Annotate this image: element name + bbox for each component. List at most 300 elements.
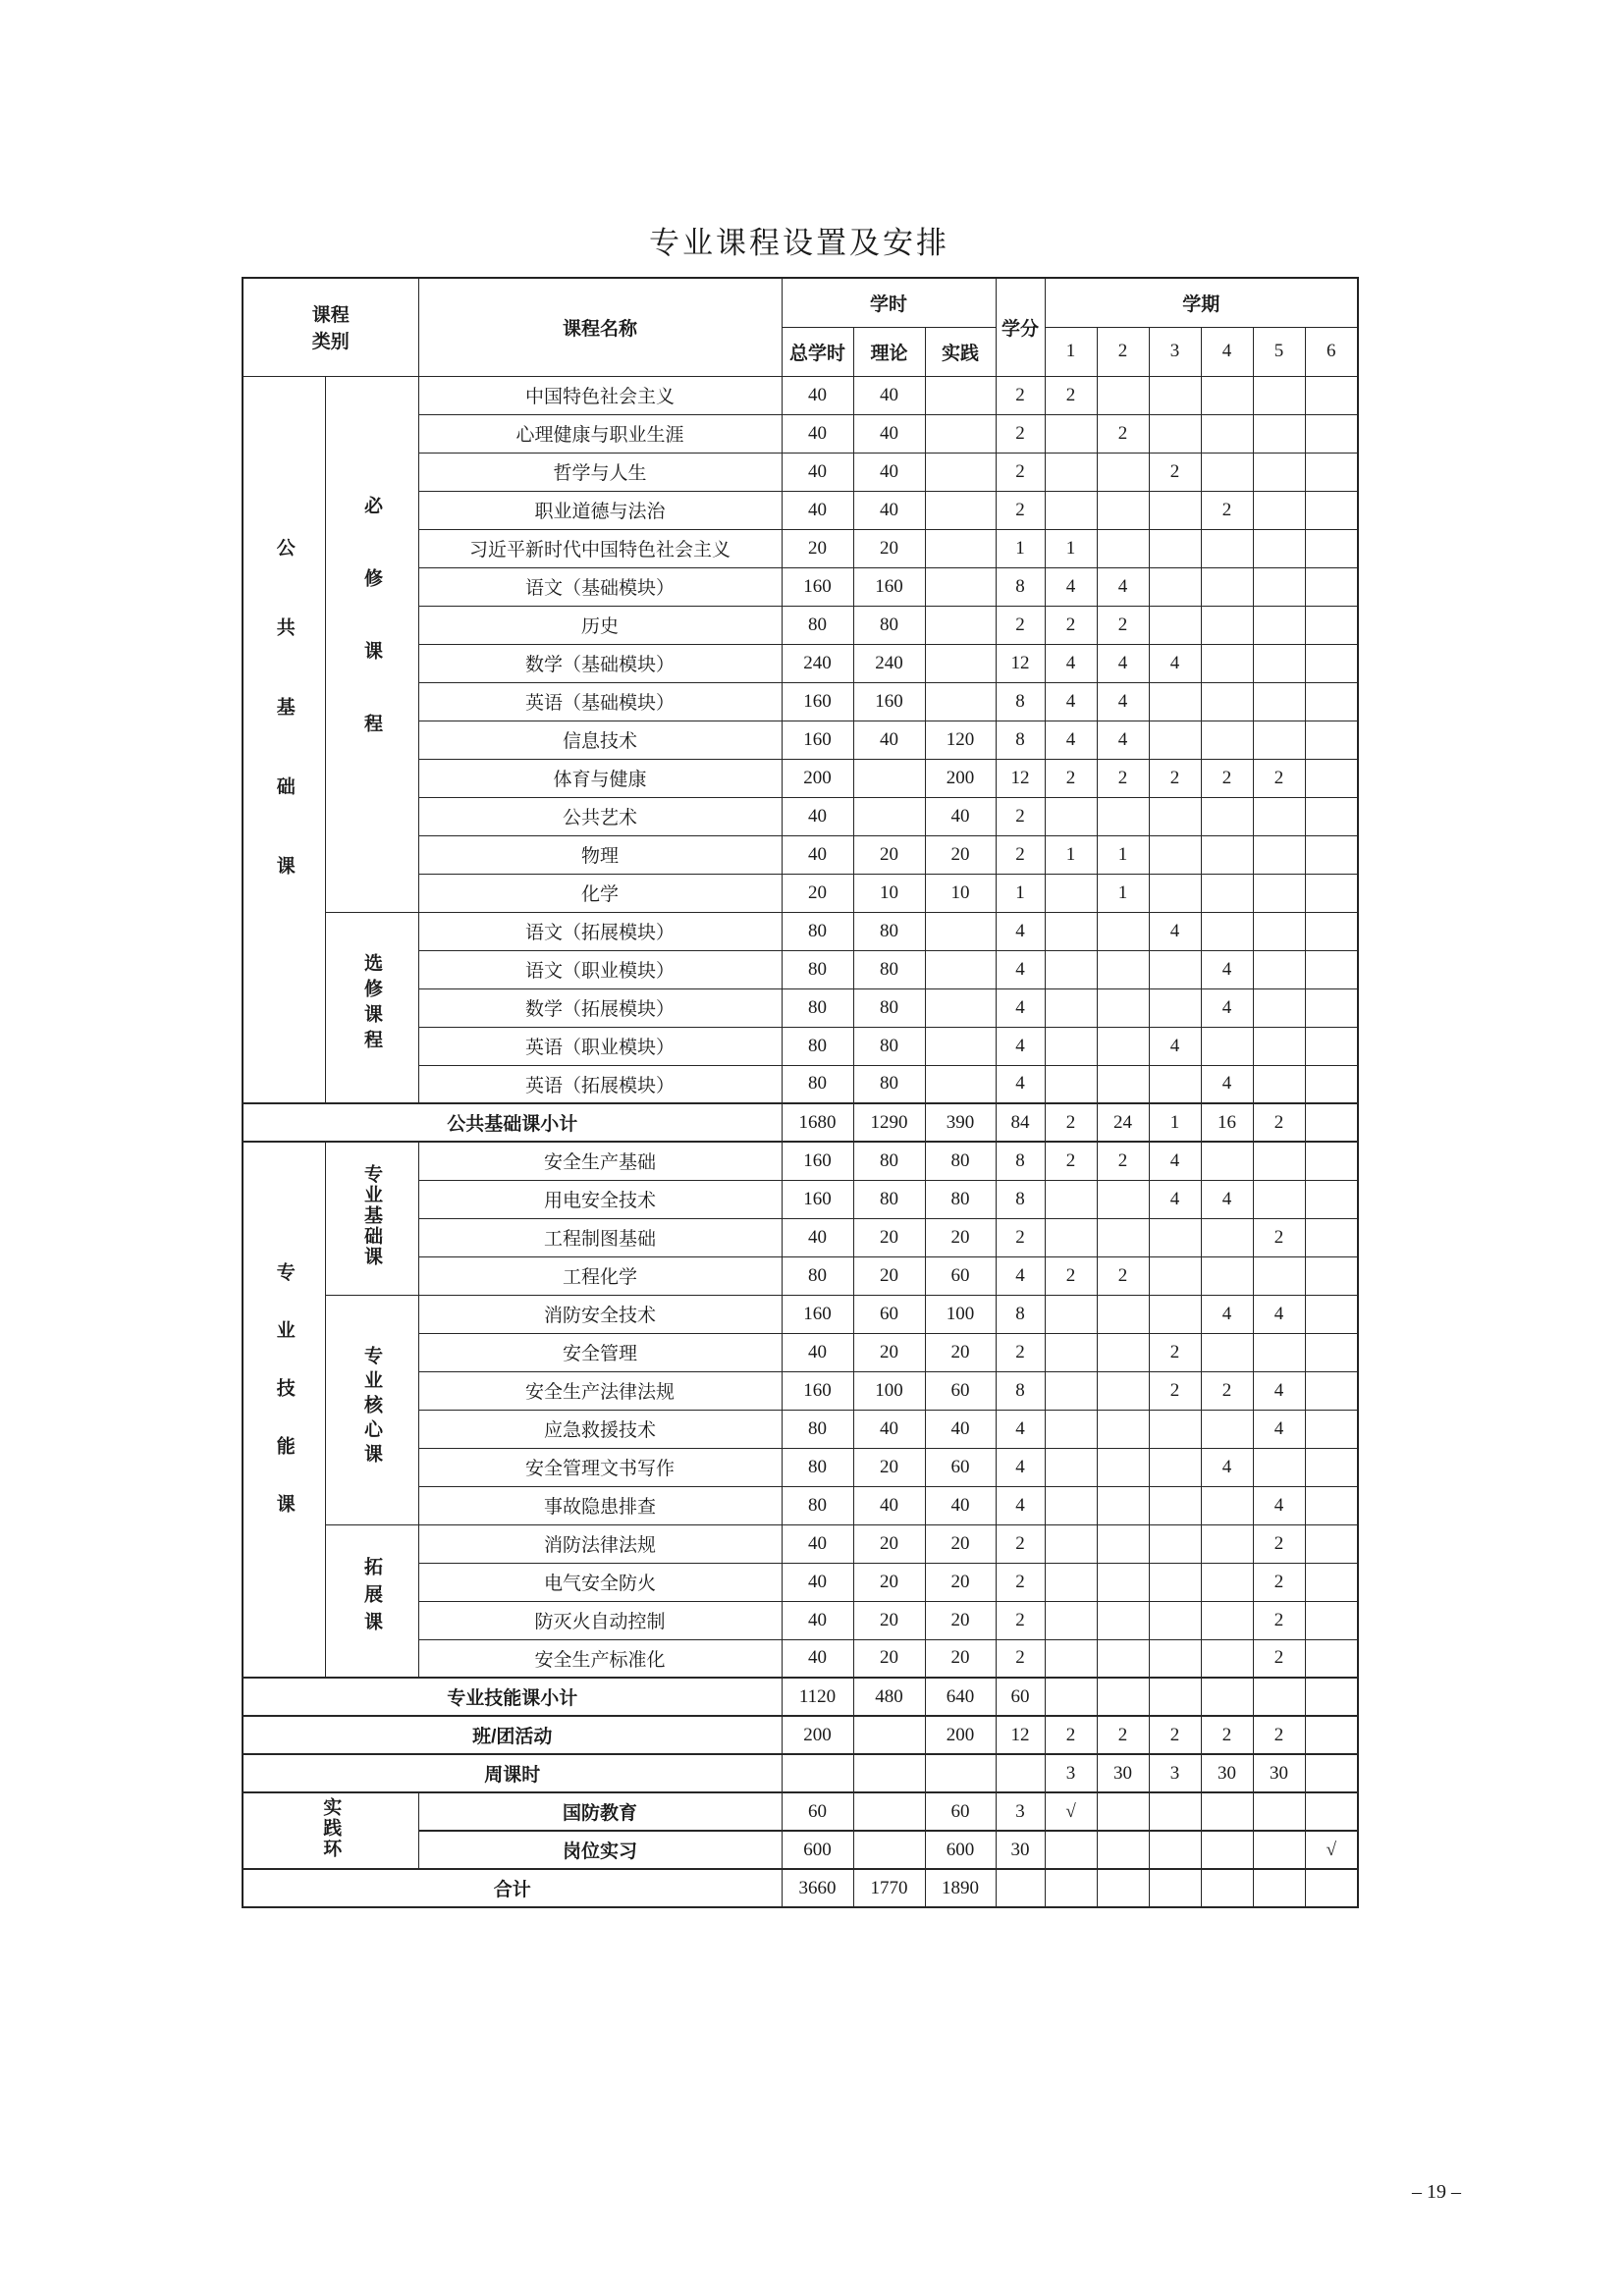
cell-semester-4 (1201, 912, 1253, 950)
cell-credits: 4 (996, 950, 1045, 988)
table-header (243, 278, 1358, 376)
table-row (243, 1869, 1358, 1907)
cell-course-name: 中国特色社会主义 (418, 376, 782, 414)
cell-total-hours: 160 (782, 567, 853, 606)
cell-semester-6 (1305, 721, 1358, 759)
cell-semester-4 (1201, 376, 1253, 414)
cell-semester-6 (1305, 606, 1358, 644)
cell-semester-3 (1149, 682, 1201, 721)
cell-total-hours: 160 (782, 682, 853, 721)
cell-total-hours: 40 (782, 1639, 853, 1678)
cell-semester-2: 2 (1097, 414, 1149, 453)
cell-semester-4 (1201, 1410, 1253, 1448)
header-credits: 学分 (996, 278, 1045, 376)
cell-total-hours: 160 (782, 721, 853, 759)
cell-semester-5 (1253, 567, 1305, 606)
cell-course-name: 电气安全防火 (418, 1563, 782, 1601)
header-theory-hours: 理论 (853, 327, 925, 376)
cell-semester-3 (1149, 1563, 1201, 1601)
cell-theory-hours: 10 (853, 874, 925, 912)
cell-practice-hours (925, 376, 996, 414)
cell-semester-2 (1097, 529, 1149, 567)
cell-practice-hours (925, 567, 996, 606)
cell-semester-4: 30 (1201, 1754, 1253, 1792)
cell-practice-hours (925, 606, 996, 644)
cell-total-hours: 20 (782, 529, 853, 567)
cell-semester-4 (1201, 606, 1253, 644)
cell-semester-4 (1201, 1869, 1253, 1907)
cell-semester-6 (1305, 1601, 1358, 1639)
cell-course-name: 专业技能课小计 (243, 1678, 782, 1716)
cell-theory-hours: 20 (853, 1639, 925, 1678)
cell-semester-3 (1149, 797, 1201, 835)
cell-semester-1 (1045, 1831, 1097, 1869)
cell-theory-hours: 20 (853, 1524, 925, 1563)
cell-semester-1 (1045, 491, 1097, 529)
cell-semester-3: 4 (1149, 644, 1201, 682)
cell-practice-hours: 390 (925, 1103, 996, 1142)
cell-credits: 12 (996, 1716, 1045, 1754)
cell-semester-3 (1149, 1218, 1201, 1256)
cell-course-name: 心理健康与职业生涯 (418, 414, 782, 453)
cell-theory-hours (853, 1831, 925, 1869)
cell-semester-6 (1305, 759, 1358, 797)
header-total-hours: 总学时 (782, 327, 853, 376)
cell-total-hours: 1680 (782, 1103, 853, 1142)
cell-theory-hours: 20 (853, 529, 925, 567)
cell-semester-2: 4 (1097, 567, 1149, 606)
cell-semester-2: 30 (1097, 1754, 1149, 1792)
cell-semester-1 (1045, 1486, 1097, 1524)
cell-credits: 1 (996, 529, 1045, 567)
cell-semester-5 (1253, 1448, 1305, 1486)
cell-credits: 4 (996, 1486, 1045, 1524)
cell-semester-3: 2 (1149, 453, 1201, 491)
cell-theory-hours: 80 (853, 950, 925, 988)
cell-semester-1 (1045, 1524, 1097, 1563)
cell-semester-1: 2 (1045, 1256, 1097, 1295)
subcategory-cell-label: 拓展课 (361, 1556, 382, 1639)
cell-course-name: 安全生产法律法规 (418, 1371, 782, 1410)
cell-total-hours: 80 (782, 950, 853, 988)
cell-credits: 2 (996, 453, 1045, 491)
cell-semester-1 (1045, 1180, 1097, 1218)
cell-semester-2: 2 (1097, 606, 1149, 644)
cell-semester-6 (1305, 567, 1358, 606)
cell-total-hours: 80 (782, 1410, 853, 1448)
cell-theory-hours (853, 1754, 925, 1792)
cell-total-hours: 80 (782, 1256, 853, 1295)
cell-credits: 2 (996, 414, 1045, 453)
cell-credits (996, 1869, 1045, 1907)
cell-semester-4 (1201, 1142, 1253, 1180)
cell-theory-hours: 20 (853, 1218, 925, 1256)
cell-course-name: 应急救援技术 (418, 1410, 782, 1448)
cell-semester-5: 4 (1253, 1410, 1305, 1448)
cell-course-name: 信息技术 (418, 721, 782, 759)
subcategory-cell-label: 必修课程 (361, 496, 382, 786)
cell-semester-3 (1149, 1295, 1201, 1333)
cell-semester-5 (1253, 874, 1305, 912)
cell-semester-4 (1201, 1678, 1253, 1716)
cell-semester-4 (1201, 1218, 1253, 1256)
cell-semester-4 (1201, 1524, 1253, 1563)
cell-semester-1 (1045, 988, 1097, 1027)
cell-semester-3 (1149, 1256, 1201, 1295)
cell-practice-hours: 80 (925, 1180, 996, 1218)
cell-semester-2 (1097, 1869, 1149, 1907)
cell-course-name: 工程化学 (418, 1256, 782, 1295)
cell-theory-hours: 80 (853, 912, 925, 950)
cell-theory-hours: 40 (853, 414, 925, 453)
subcategory-cell (325, 1524, 418, 1678)
cell-semester-1: 3 (1045, 1754, 1097, 1792)
cell-total-hours: 80 (782, 1027, 853, 1065)
cell-semester-5: 2 (1253, 1563, 1305, 1601)
cell-semester-5 (1253, 1678, 1305, 1716)
cell-credits: 4 (996, 912, 1045, 950)
cell-credits: 8 (996, 682, 1045, 721)
cell-semester-4: 4 (1201, 988, 1253, 1027)
cell-semester-3 (1149, 1639, 1201, 1678)
cell-semester-4 (1201, 1333, 1253, 1371)
cell-semester-1 (1045, 874, 1097, 912)
cell-course-name: 体育与健康 (418, 759, 782, 797)
cell-semester-5 (1253, 835, 1305, 874)
cell-semester-6 (1305, 1754, 1358, 1792)
cell-theory-hours: 480 (853, 1678, 925, 1716)
cell-total-hours: 40 (782, 491, 853, 529)
cell-course-name: 公共艺术 (418, 797, 782, 835)
cell-theory-hours: 80 (853, 1142, 925, 1180)
cell-credits: 2 (996, 1563, 1045, 1601)
cell-practice-hours: 10 (925, 874, 996, 912)
cell-credits: 2 (996, 1601, 1045, 1639)
header-row-1 (243, 278, 1358, 327)
cell-semester-2 (1097, 1333, 1149, 1371)
cell-semester-6 (1305, 874, 1358, 912)
cell-course-name: 英语（基础模块） (418, 682, 782, 721)
cell-practice-hours: 20 (925, 1524, 996, 1563)
cell-theory-hours: 40 (853, 1410, 925, 1448)
cell-credits: 4 (996, 1448, 1045, 1486)
cell-semester-6 (1305, 1678, 1358, 1716)
cell-theory-hours: 20 (853, 1333, 925, 1371)
cell-semester-4 (1201, 414, 1253, 453)
cell-theory-hours: 80 (853, 1065, 925, 1103)
cell-semester-3 (1149, 567, 1201, 606)
cell-semester-4: 4 (1201, 1180, 1253, 1218)
cell-course-name: 职业道德与法治 (418, 491, 782, 529)
cell-credits: 2 (996, 376, 1045, 414)
cell-semester-1 (1045, 912, 1097, 950)
category-cell (243, 1142, 325, 1678)
cell-semester-5 (1253, 797, 1305, 835)
cell-theory-hours: 80 (853, 1180, 925, 1218)
header-semester-4: 4 (1201, 327, 1253, 376)
cell-semester-1 (1045, 1639, 1097, 1678)
cell-course-name: 事故隐患排查 (418, 1486, 782, 1524)
cell-course-name: 化学 (418, 874, 782, 912)
cell-credits: 12 (996, 644, 1045, 682)
cell-credits: 4 (996, 988, 1045, 1027)
cell-semester-1 (1045, 453, 1097, 491)
cell-credits: 2 (996, 797, 1045, 835)
cell-semester-2 (1097, 1410, 1149, 1448)
cell-semester-6 (1305, 1333, 1358, 1371)
table-row (243, 1142, 1358, 1180)
cell-credits: 4 (996, 1256, 1045, 1295)
cell-semester-2 (1097, 1371, 1149, 1410)
cell-course-name: 班/团活动 (243, 1716, 782, 1754)
cell-semester-2 (1097, 1639, 1149, 1678)
cell-semester-4 (1201, 1792, 1253, 1831)
table-row (243, 1524, 1358, 1563)
cell-semester-3: 4 (1149, 1142, 1201, 1180)
cell-total-hours: 3660 (782, 1869, 853, 1907)
cell-semester-2 (1097, 1601, 1149, 1639)
cell-semester-6 (1305, 1103, 1358, 1142)
cell-semester-3: 4 (1149, 912, 1201, 950)
cell-semester-5: 2 (1253, 1716, 1305, 1754)
cell-semester-1 (1045, 1065, 1097, 1103)
cell-semester-6 (1305, 912, 1358, 950)
cell-semester-2: 4 (1097, 721, 1149, 759)
cell-semester-1 (1045, 1601, 1097, 1639)
header-semester-2: 2 (1097, 327, 1149, 376)
subcategory-cell (325, 1142, 418, 1295)
cell-practice-hours: 20 (925, 1601, 996, 1639)
cell-semester-5 (1253, 1065, 1305, 1103)
cell-semester-6 (1305, 1716, 1358, 1754)
cell-semester-4 (1201, 453, 1253, 491)
cell-semester-2 (1097, 1678, 1149, 1716)
cell-theory-hours (853, 1792, 925, 1831)
cell-semester-6 (1305, 1563, 1358, 1601)
cell-semester-6 (1305, 1524, 1358, 1563)
cell-practice-hours: 60 (925, 1256, 996, 1295)
category-cell (243, 376, 325, 1103)
cell-semester-3 (1149, 376, 1201, 414)
cell-semester-5 (1253, 414, 1305, 453)
table-row (243, 1295, 1358, 1333)
cell-credits: 4 (996, 1065, 1045, 1103)
header-semester-5: 5 (1253, 327, 1305, 376)
cell-semester-5: 2 (1253, 1103, 1305, 1142)
cell-practice-hours: 200 (925, 1716, 996, 1754)
cell-semester-3 (1149, 1792, 1201, 1831)
cell-theory-hours: 1770 (853, 1869, 925, 1907)
cell-theory-hours: 80 (853, 606, 925, 644)
category-cell (243, 1792, 418, 1869)
cell-semester-2: 4 (1097, 644, 1149, 682)
subcategory-cell (325, 1295, 418, 1524)
cell-total-hours: 80 (782, 988, 853, 1027)
cell-semester-5 (1253, 912, 1305, 950)
cell-total-hours: 1120 (782, 1678, 853, 1716)
cell-semester-6 (1305, 414, 1358, 453)
table-row (243, 1716, 1358, 1754)
cell-semester-1 (1045, 1295, 1097, 1333)
cell-semester-6 (1305, 1792, 1358, 1831)
cell-semester-1 (1045, 1371, 1097, 1410)
cell-practice-hours: 120 (925, 721, 996, 759)
cell-semester-5 (1253, 606, 1305, 644)
cell-semester-3 (1149, 1601, 1201, 1639)
cell-semester-6 (1305, 1180, 1358, 1218)
cell-semester-5 (1253, 644, 1305, 682)
cell-semester-1: √ (1045, 1792, 1097, 1831)
cell-semester-4: 2 (1201, 1371, 1253, 1410)
cell-total-hours: 40 (782, 1563, 853, 1601)
cell-semester-4: 16 (1201, 1103, 1253, 1142)
header-category-line2: 类别 (311, 332, 350, 353)
cell-semester-4 (1201, 874, 1253, 912)
cell-semester-1: 4 (1045, 644, 1097, 682)
cell-semester-5: 30 (1253, 1754, 1305, 1792)
cell-semester-1: 2 (1045, 1716, 1097, 1754)
cell-course-name: 安全生产标准化 (418, 1639, 782, 1678)
cell-semester-4: 2 (1201, 491, 1253, 529)
cell-semester-5 (1253, 1831, 1305, 1869)
cell-semester-6 (1305, 1869, 1358, 1907)
table-body (243, 376, 1358, 1907)
cell-semester-5 (1253, 1180, 1305, 1218)
cell-semester-1: 1 (1045, 835, 1097, 874)
cell-semester-5: 2 (1253, 1524, 1305, 1563)
cell-total-hours: 40 (782, 1601, 853, 1639)
cell-semester-6 (1305, 644, 1358, 682)
cell-practice-hours (925, 988, 996, 1027)
cell-theory-hours: 40 (853, 1486, 925, 1524)
cell-credits: 8 (996, 721, 1045, 759)
cell-semester-2 (1097, 912, 1149, 950)
header-semester-1: 1 (1045, 327, 1097, 376)
cell-semester-3 (1149, 414, 1201, 453)
cell-semester-3: 4 (1149, 1027, 1201, 1065)
cell-semester-2: 4 (1097, 682, 1149, 721)
cell-theory-hours: 40 (853, 453, 925, 491)
subcategory-cell (325, 376, 418, 912)
cell-semester-2 (1097, 988, 1149, 1027)
cell-total-hours: 20 (782, 874, 853, 912)
cell-course-name: 语文（拓展模块） (418, 912, 782, 950)
cell-semester-5 (1253, 1333, 1305, 1371)
cell-semester-2 (1097, 1486, 1149, 1524)
cell-semester-1 (1045, 950, 1097, 988)
cell-credits (996, 1754, 1045, 1792)
cell-theory-hours: 40 (853, 376, 925, 414)
cell-theory-hours: 20 (853, 1448, 925, 1486)
cell-semester-3 (1149, 988, 1201, 1027)
cell-semester-1: 2 (1045, 1142, 1097, 1180)
cell-theory-hours: 240 (853, 644, 925, 682)
cell-semester-4: 4 (1201, 1295, 1253, 1333)
cell-practice-hours (925, 950, 996, 988)
cell-semester-4 (1201, 1639, 1253, 1678)
cell-semester-2: 2 (1097, 1716, 1149, 1754)
cell-semester-5 (1253, 1142, 1305, 1180)
cell-semester-2 (1097, 491, 1149, 529)
cell-semester-6 (1305, 1142, 1358, 1180)
cell-total-hours: 80 (782, 912, 853, 950)
cell-theory-hours: 100 (853, 1371, 925, 1410)
cell-semester-4 (1201, 567, 1253, 606)
document-title: 专业课程设置及安排 (649, 226, 949, 260)
cell-semester-1: 4 (1045, 682, 1097, 721)
cell-practice-hours: 60 (925, 1792, 996, 1831)
cell-practice-hours: 1890 (925, 1869, 996, 1907)
cell-credits: 2 (996, 606, 1045, 644)
cell-semester-2: 2 (1097, 1256, 1149, 1295)
cell-semester-5: 2 (1253, 1218, 1305, 1256)
cell-semester-6 (1305, 682, 1358, 721)
cell-semester-3: 3 (1149, 1754, 1201, 1792)
cell-practice-hours (925, 682, 996, 721)
cell-theory-hours: 20 (853, 1563, 925, 1601)
cell-theory-hours: 1290 (853, 1103, 925, 1142)
cell-total-hours: 40 (782, 1333, 853, 1371)
cell-credits: 30 (996, 1831, 1045, 1869)
cell-semester-1 (1045, 1218, 1097, 1256)
cell-practice-hours: 20 (925, 1218, 996, 1256)
cell-practice-hours (925, 529, 996, 567)
cell-practice-hours: 20 (925, 835, 996, 874)
cell-semester-5: 4 (1253, 1295, 1305, 1333)
cell-total-hours: 40 (782, 835, 853, 874)
cell-practice-hours: 20 (925, 1639, 996, 1678)
cell-course-name: 数学（拓展模块） (418, 988, 782, 1027)
cell-semester-1: 4 (1045, 721, 1097, 759)
header-hours: 学时 (782, 278, 996, 327)
cell-practice-hours (925, 644, 996, 682)
cell-total-hours: 80 (782, 1486, 853, 1524)
cell-semester-4 (1201, 1027, 1253, 1065)
cell-practice-hours (925, 453, 996, 491)
cell-semester-1 (1045, 414, 1097, 453)
cell-semester-2 (1097, 1831, 1149, 1869)
cell-semester-2 (1097, 453, 1149, 491)
cell-semester-2 (1097, 797, 1149, 835)
cell-course-name: 安全管理文书写作 (418, 1448, 782, 1486)
cell-total-hours: 40 (782, 414, 853, 453)
cell-semester-4: 4 (1201, 1448, 1253, 1486)
cell-semester-2: 24 (1097, 1103, 1149, 1142)
cell-semester-6 (1305, 1410, 1358, 1448)
table-row (243, 1754, 1358, 1792)
cell-credits: 1 (996, 874, 1045, 912)
cell-theory-hours: 80 (853, 1027, 925, 1065)
cell-semester-3: 2 (1149, 1716, 1201, 1754)
cell-semester-6: √ (1305, 1831, 1358, 1869)
cell-course-name: 安全生产基础 (418, 1142, 782, 1180)
cell-semester-2 (1097, 1027, 1149, 1065)
cell-credits: 2 (996, 1333, 1045, 1371)
cell-credits: 8 (996, 1371, 1045, 1410)
cell-semester-3: 2 (1149, 1371, 1201, 1410)
cell-total-hours: 40 (782, 797, 853, 835)
cell-semester-5 (1253, 491, 1305, 529)
cell-total-hours: 60 (782, 1792, 853, 1831)
cell-semester-1: 2 (1045, 376, 1097, 414)
cell-semester-5 (1253, 721, 1305, 759)
cell-practice-hours: 20 (925, 1563, 996, 1601)
cell-semester-4: 4 (1201, 950, 1253, 988)
cell-semester-4 (1201, 644, 1253, 682)
cell-semester-6 (1305, 1448, 1358, 1486)
cell-semester-6 (1305, 453, 1358, 491)
cell-semester-3: 2 (1149, 1333, 1201, 1371)
